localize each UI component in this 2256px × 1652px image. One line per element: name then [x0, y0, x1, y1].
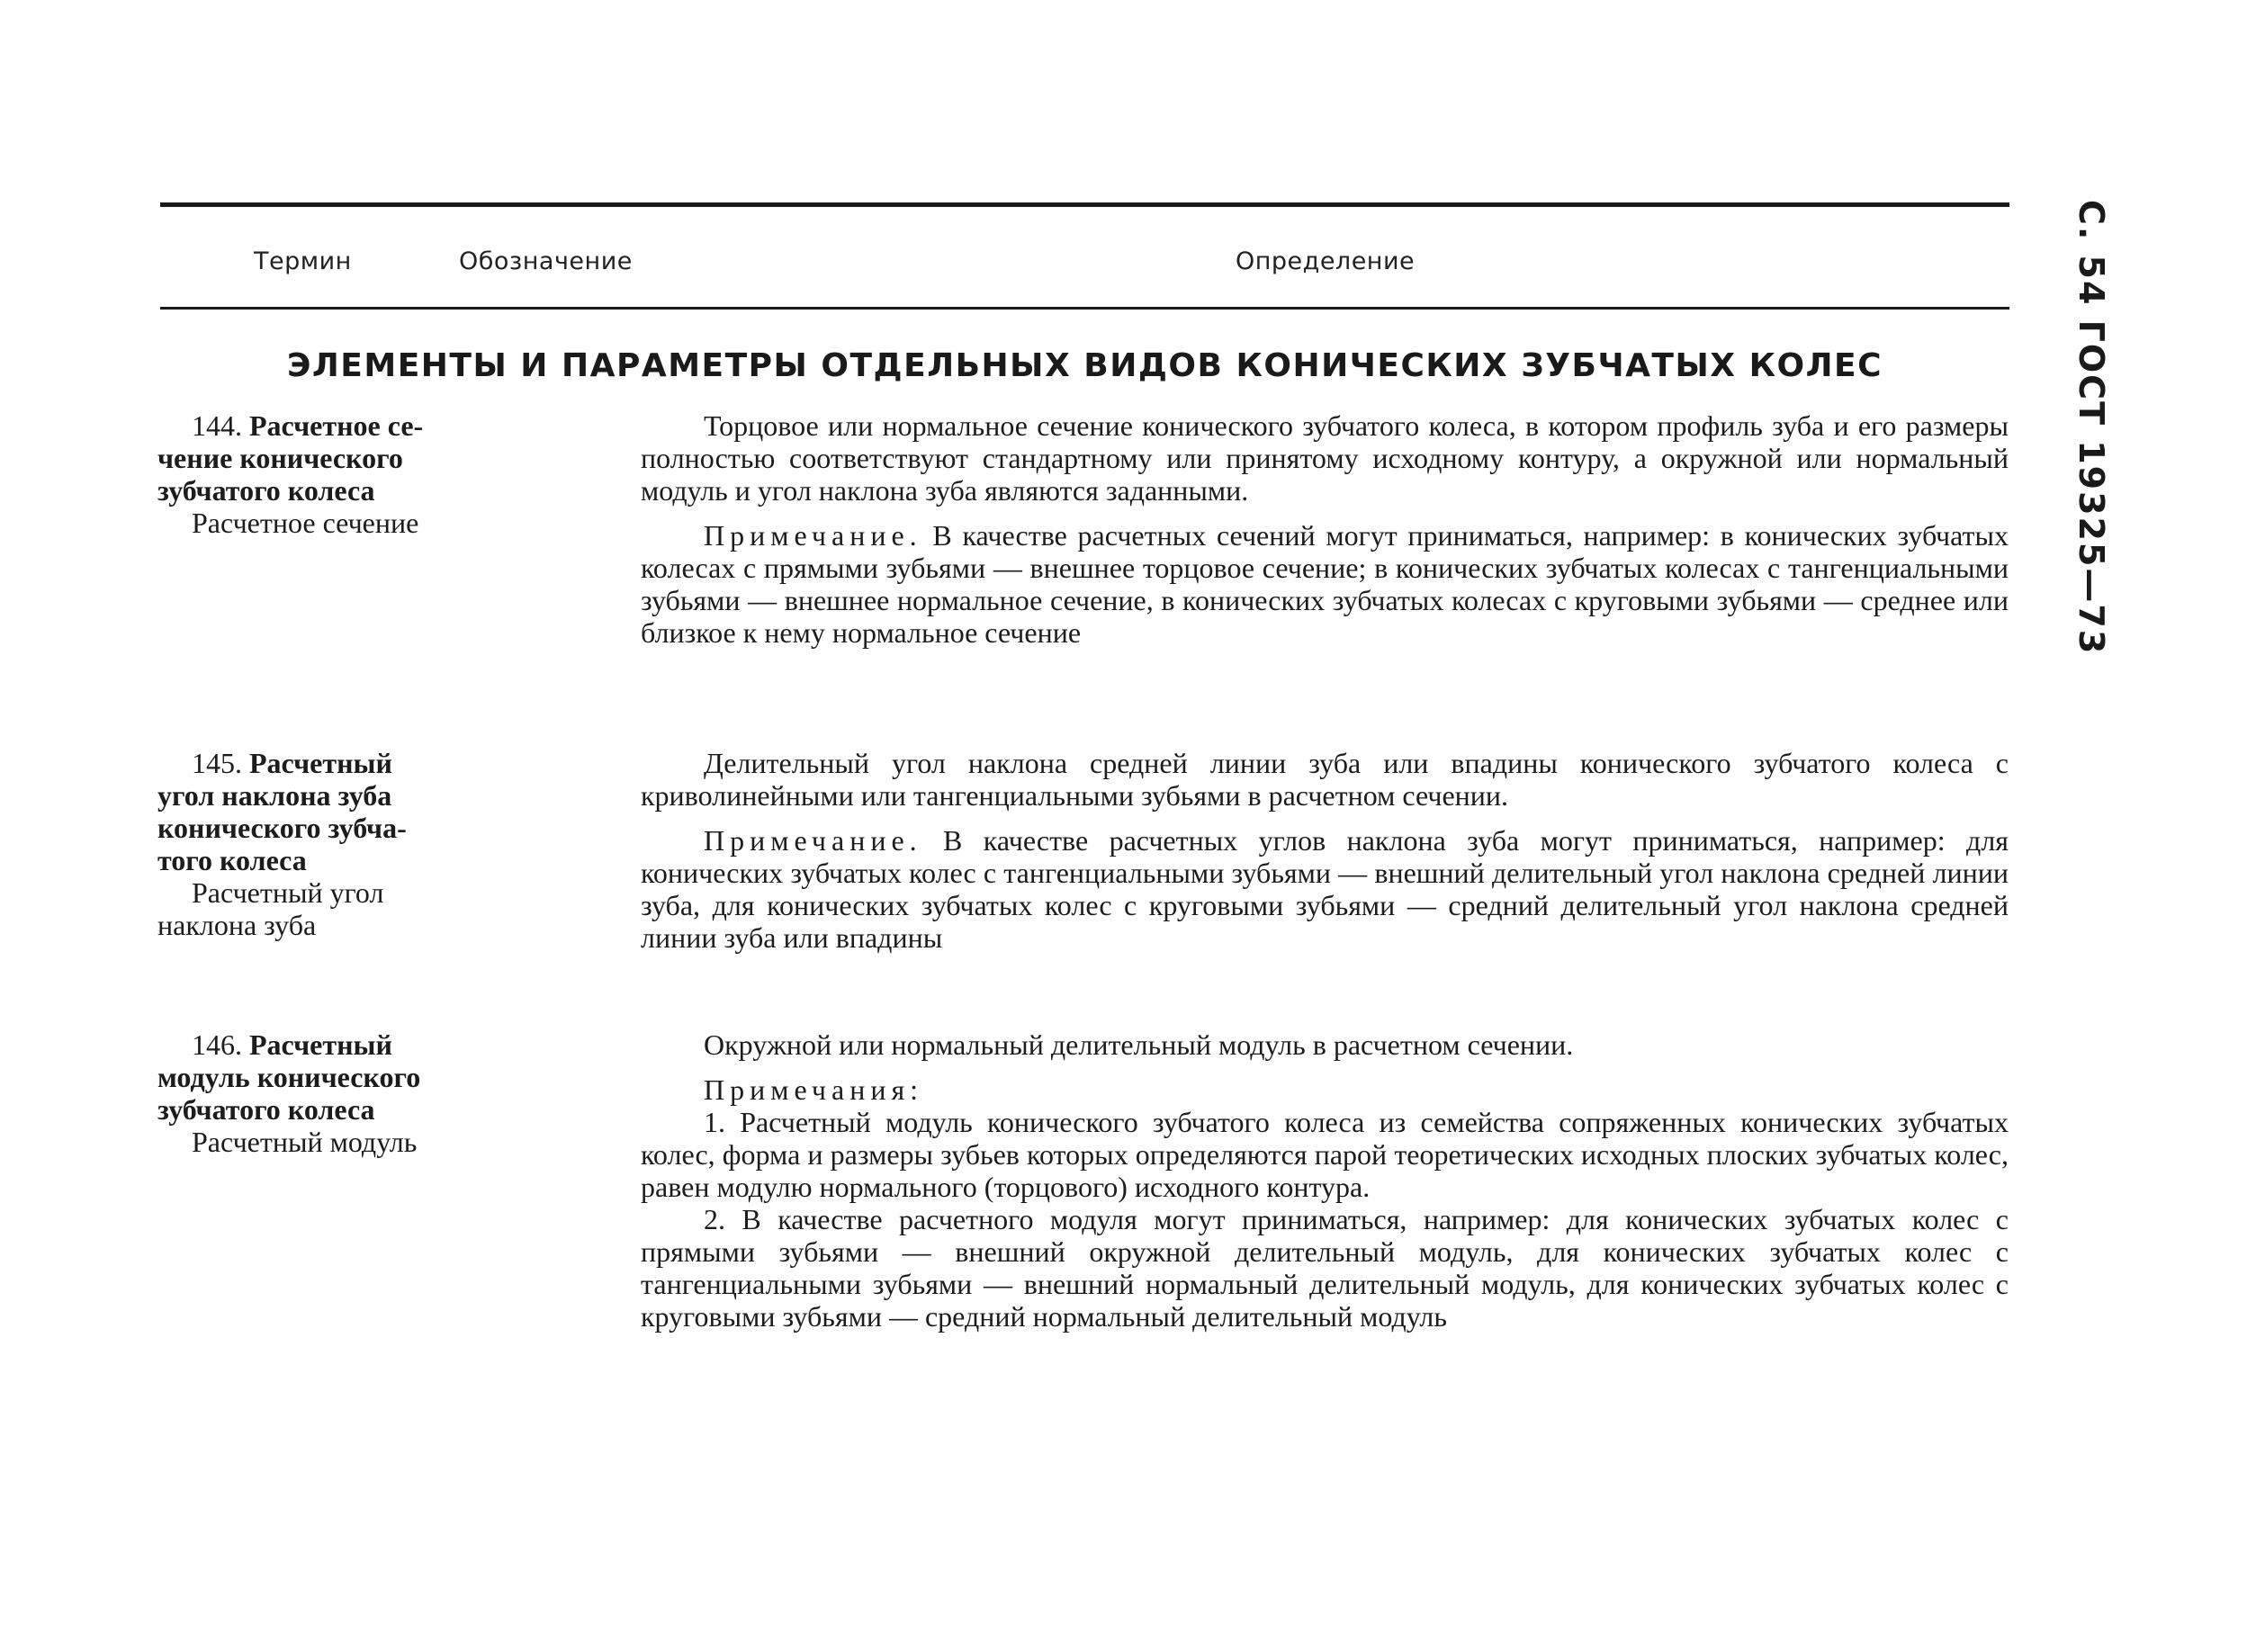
note-paragraph — [641, 519, 2009, 649]
note-paragraph — [641, 824, 2009, 954]
short-term: Расчетный модуль — [192, 1126, 418, 1158]
definition-text: Делительный угол наклона средней линии зуба или впадины конического зубчатого колеса с криволинейными или тангенциальными зубьями в расчетном сечении. — [641, 747, 2009, 812]
term-line: зубчатого колеса — [157, 474, 375, 507]
term-first-line — [157, 409, 490, 442]
short-term: Расчетный угол — [192, 876, 384, 909]
column-header-definition: Определение — [1236, 247, 1416, 275]
term-first-line — [157, 747, 490, 779]
note-label: Примечание. — [704, 824, 922, 857]
column-header-term: Термин — [254, 247, 352, 275]
term-number: 145. — [192, 747, 242, 779]
term-entry-145 — [157, 747, 490, 941]
table-header-rule — [160, 307, 2009, 310]
definition-text: Окружной или нормальный делительный модуль в расчетном сечении. — [704, 1028, 1574, 1061]
term-line: конического зубча- — [157, 812, 407, 844]
short-term: наклона зуба — [157, 909, 317, 941]
term-line: Расчетный — [249, 747, 392, 779]
note-label: Примечания: — [704, 1073, 924, 1106]
section-title: ЭЛЕМЕНТЫ И ПАРАМЕТРЫ ОТДЕЛЬНЫХ ВИДОВ КОНИЧЕСКИХ ЗУБЧАТЫХ КОЛЕС — [286, 347, 1883, 384]
term-number: 144. — [192, 409, 242, 442]
term-line: зубчатого колеса — [157, 1093, 375, 1126]
note-label: Примечание. — [704, 519, 922, 552]
term-entry-146 — [157, 1028, 490, 1158]
column-header-symbol: Обозначение — [459, 247, 633, 275]
note-text: В качестве расчетных сечений могут приниматься, например: в конических зубчатых колесах с прямыми зубьями — внешнее торцовое сечение; в конических зубчатых колесах с тангенциальными зубьями — внешнее нормальное сечение, в конических зубчатых колесах с круговыми зубьями — среднее или близкое к нему нормальное сечение — [641, 519, 2009, 649]
term-first-line — [157, 1028, 490, 1061]
note-text: В качестве расчетных углов наклона зуба могут приниматься, например: для конических зубчатых колес с тангенциальными зубьями — внешний делительный угол наклона средней линии зуба, для конических зубчатых колес с круговыми зубьями — средний делительный угол наклона средней линии зуба или впадины — [641, 824, 2009, 954]
note-item: 2. В качестве расчетного модуля могут приниматься, например: для конических зубчатых колес с прямыми зубьями — внешний окружной делительный модуль, для конических зубчатых колес с тангенциальными зубьями — внешний нормальный делительный модуль, для конических зубчатых колес с круговыми зубьями — средний нормальный делительный модуль — [641, 1203, 2009, 1333]
term-line: Расчетный — [249, 1028, 392, 1061]
term-line: Расчетное се- — [249, 409, 424, 442]
page-number-standard-label: С. 54 ГОСТ 19325—73 — [2072, 200, 2111, 656]
term-line: того колеса — [157, 844, 307, 876]
definition-text: Торцовое или нормальное сечение конического зубчатого колеса, в котором профиль зуба и его размеры полностью соответствуют стандартному или принятому исходному контуру, а окружной или нормальный модуль и угол наклона зуба являются заданными. — [641, 409, 2009, 507]
term-number: 146. — [192, 1028, 242, 1061]
term-line: чение конического — [157, 442, 403, 474]
definition-entry-144 — [641, 409, 2009, 661]
note-item: 1. Расчетный модуль конического зубчатого колеса из семейства сопряженных конических зубчатых колес, форма и размеры зубьев которых определяются парой теоретических исходных плоских зубчатых колес, равен модулю нормального (торцового) исходного контура. — [641, 1106, 2009, 1203]
term-line: модуль конического — [157, 1061, 421, 1093]
term-line: угол наклона зуба — [157, 779, 392, 812]
short-term: Расчетное сечение — [192, 507, 419, 539]
table-top-rule — [160, 202, 2009, 207]
definition-entry-145 — [641, 747, 2009, 966]
term-entry-144 — [157, 409, 490, 539]
definition-entry-146 — [641, 1028, 2009, 1333]
